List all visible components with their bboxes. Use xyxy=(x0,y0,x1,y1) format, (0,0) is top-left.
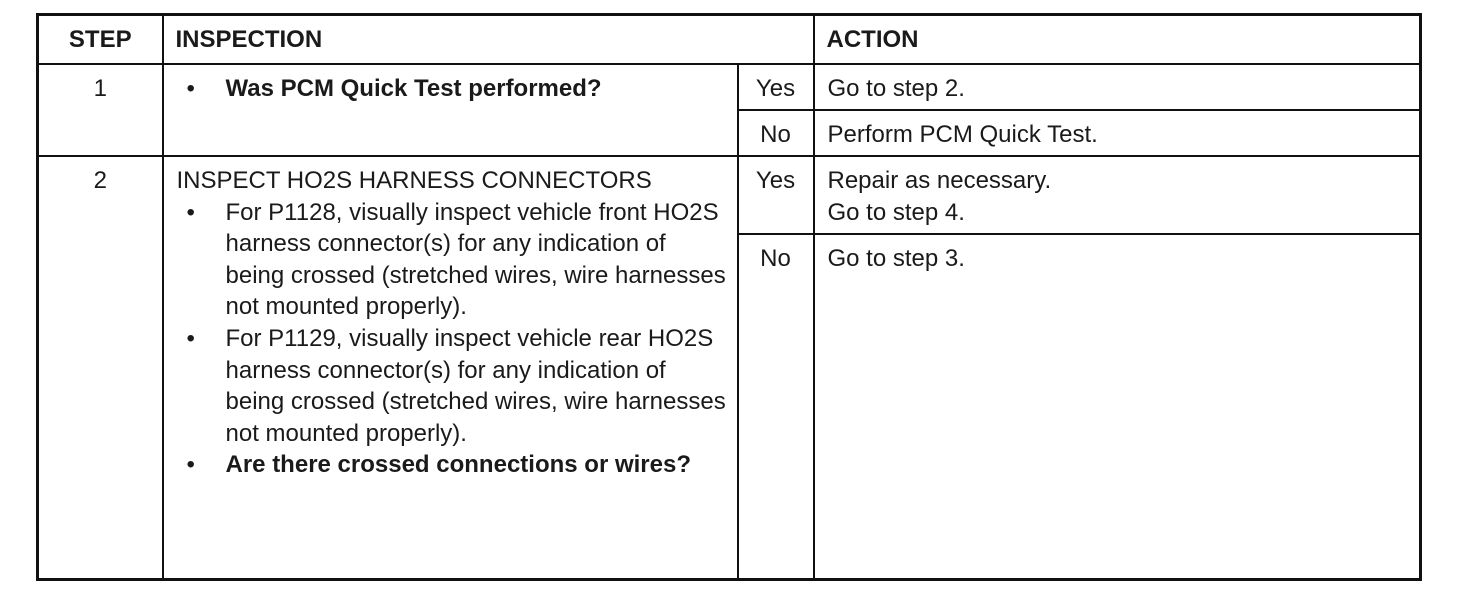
action-text: Perform PCM Quick Test. xyxy=(827,121,1098,148)
action-text: Go to step 3. xyxy=(827,245,965,272)
inspection-bullet xyxy=(177,449,729,481)
action-header-label: ACTION xyxy=(826,25,919,53)
answer-label: Yes xyxy=(755,75,796,102)
action-cell xyxy=(814,64,1421,110)
inspection-cell xyxy=(163,156,738,579)
bullet-icon: • xyxy=(186,324,195,352)
bullet-text: Are there crossed connections or wires? xyxy=(225,451,691,479)
answer-cell xyxy=(738,64,814,110)
inspection-column-header xyxy=(163,15,814,65)
step-column-header: STEP xyxy=(38,15,163,65)
bullet-icon: • xyxy=(186,75,195,102)
action-line: Go to step 4. xyxy=(827,198,965,226)
step-number: 2 xyxy=(93,167,107,194)
action-cell xyxy=(814,110,1421,156)
inspection-bullet xyxy=(177,323,729,449)
action-cell xyxy=(814,156,1421,234)
answer-cell xyxy=(738,234,814,579)
inspection-bullet xyxy=(177,197,729,323)
action-text: Go to step 2. xyxy=(827,75,965,102)
step-cell xyxy=(38,64,163,156)
bullet-text: Was PCM Quick Test performed? xyxy=(225,75,602,102)
step-cell xyxy=(38,156,163,579)
inspection-bullet xyxy=(177,65,729,105)
bullet-icon: • xyxy=(186,451,195,479)
action-column-header xyxy=(814,15,1421,65)
table-row xyxy=(38,156,1421,234)
action-text xyxy=(815,157,1420,228)
action-cell xyxy=(814,234,1421,579)
bullet-icon: • xyxy=(186,198,195,226)
diagnostic-table xyxy=(36,13,1422,581)
answer-cell xyxy=(738,110,814,156)
answer-label: No xyxy=(760,121,791,148)
header-row xyxy=(38,15,1421,65)
bullet-text: For P1129, visually inspect vehicle rear HO2S harness connector(s) for any indication of being crossed (stretched wires, wire harnesses not mounted properly). xyxy=(225,324,726,447)
answer-label: Yes xyxy=(755,167,796,194)
answer-label: No xyxy=(760,245,791,272)
inspection-title: INSPECT HO2S HARNESS CONNECTORS xyxy=(176,167,652,194)
bullet-text: For P1128, visually inspect vehicle front HO2S harness connector(s) for any indication of being crossed (stretched wires, wire harnesses not mounted properly). xyxy=(225,198,726,321)
step-number: 1 xyxy=(93,75,107,102)
inspection-header-label: INSPECTION xyxy=(175,25,323,53)
inspection-cell xyxy=(163,64,738,156)
action-line: Repair as necessary. xyxy=(827,167,1052,194)
answer-cell xyxy=(738,156,814,234)
table-row xyxy=(38,64,1421,110)
